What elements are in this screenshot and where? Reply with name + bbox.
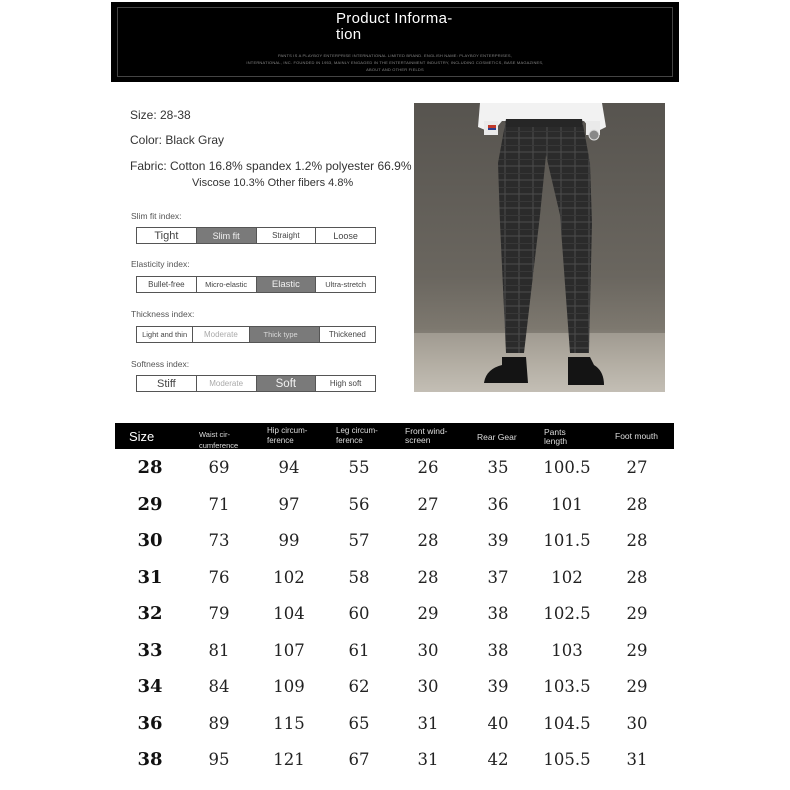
header-size: Size [129, 429, 155, 444]
table-row [115, 706, 674, 742]
thickness-index-label: Thickness index: [131, 309, 195, 319]
measurement-cell: 99 [278, 531, 300, 550]
table-row [115, 596, 674, 632]
slim-fit-option: Tight [137, 228, 197, 243]
measurement-cell: 31 [417, 750, 439, 769]
measurement-cell: 29 [626, 640, 648, 660]
measurement-cell: 107 [273, 640, 305, 660]
header-waist: Waist cir-cumference [199, 430, 239, 449]
size-cell: 34 [137, 676, 163, 697]
size-range: Size: 28-38 [130, 108, 191, 122]
measurement-cell: 38 [487, 640, 509, 660]
measurement-cell: 89 [208, 713, 230, 733]
measurement-cell: 56 [348, 494, 370, 514]
header-foot-mouth: Foot mouth [615, 431, 658, 441]
measurement-cell: 71 [208, 494, 230, 514]
table-row [115, 523, 674, 559]
measurement-cell: 60 [348, 604, 370, 623]
measurement-cell: 39 [487, 677, 509, 696]
table-row [115, 669, 674, 705]
table-row [115, 487, 674, 523]
size-table-header [115, 423, 674, 449]
measurement-cell: 73 [208, 531, 230, 550]
measurement-cell: 55 [348, 458, 370, 477]
size-cell: 29 [137, 493, 163, 515]
softness-index-scale [136, 375, 376, 392]
thickness-option-selected: Thick type [250, 327, 320, 342]
measurement-cell: 101 [551, 494, 583, 514]
measurement-cell: 30 [626, 713, 648, 733]
measurement-cell: 105.5 [543, 750, 591, 769]
measurement-cell: 37 [487, 567, 509, 587]
thickness-option: Light and thin [137, 327, 193, 342]
size-cell: 28 [137, 457, 163, 478]
measurement-cell: 102 [273, 567, 305, 587]
measurement-cell: 28 [626, 567, 648, 587]
size-cell: 32 [137, 603, 163, 624]
measurement-cell: 103 [551, 640, 583, 660]
measurement-cell: 35 [487, 458, 509, 477]
measurement-cell: 101.5 [543, 531, 591, 550]
measurement-cell: 94 [278, 458, 300, 477]
measurement-cell: 31 [417, 713, 439, 733]
measurement-cell: 121 [273, 750, 305, 769]
measurement-cell: 95 [208, 750, 230, 769]
measurement-cell: 29 [626, 604, 648, 623]
measurement-cell: 104 [273, 604, 305, 623]
softness-option: Stiff [137, 376, 197, 391]
banner-title-line2: tion [336, 26, 362, 43]
measurement-cell: 100.5 [543, 458, 591, 477]
measurement-cell: 27 [417, 494, 439, 514]
product-photo [414, 103, 665, 392]
size-cell: 30 [137, 530, 163, 551]
table-row [115, 633, 674, 669]
banner-title-line1: Product Informa- [336, 10, 453, 27]
table-row [115, 560, 674, 596]
measurement-cell: 38 [487, 604, 509, 623]
measurement-cell: 57 [348, 531, 370, 550]
measurement-cell: 62 [348, 677, 370, 696]
measurement-cell: 30 [417, 640, 439, 660]
measurement-cell: 26 [417, 458, 439, 477]
measurement-cell: 36 [487, 494, 509, 514]
measurement-cell: 30 [417, 677, 439, 696]
table-row [115, 450, 674, 486]
thickness-option: Thickened [328, 329, 366, 339]
elasticity-option: Ultra-stretch [325, 279, 367, 289]
measurement-cell: 28 [626, 531, 648, 550]
measurement-cell: 81 [208, 640, 230, 660]
banner-fine-print-1: PANTS IS A PLAYBOY ENTERPRISE INTERNATIONAL LIMITED BRAND. ENGLISH NAME: PLAYBOY ENTERPRISES, [277, 53, 513, 58]
elasticity-index-label: Elasticity index: [131, 259, 190, 269]
size-cell: 36 [137, 712, 163, 734]
fabric-info-line1: Fabric: Cotton 16.8% spandex 1.2% polyester 66.9% [130, 159, 412, 173]
measurement-cell: 42 [487, 750, 509, 769]
measurement-cell: 61 [348, 640, 370, 660]
color-info: Color: Black Gray [130, 133, 225, 147]
banner-title [336, 11, 496, 43]
measurement-cell: 28 [417, 567, 439, 587]
measurement-cell: 102 [551, 567, 583, 587]
measurement-cell: 69 [208, 458, 230, 477]
header-hip: Hip circum-ference [267, 426, 308, 445]
measurement-cell: 103.5 [543, 677, 591, 696]
header-banner [111, 2, 679, 82]
measurement-cell: 76 [208, 567, 230, 587]
softness-index-label: Softness index: [131, 359, 190, 369]
measurement-cell: 84 [208, 677, 230, 696]
softness-option-selected: Soft [257, 376, 317, 391]
header-rear-rise: Rear Gear [477, 432, 517, 442]
softness-option: Moderate [197, 376, 257, 391]
measurement-cell: 115 [273, 713, 305, 733]
measurement-cell: 67 [348, 750, 370, 769]
elasticity-option: Micro-elastic [197, 277, 257, 292]
header-pants-length: Pants length [544, 428, 568, 446]
measurement-cell: 104.5 [543, 713, 591, 733]
slim-fit-option-selected: Slim fit [197, 228, 257, 243]
elasticity-option-selected: Elastic [257, 277, 317, 292]
slim-fit-index-scale [136, 227, 376, 244]
measurement-cell: 31 [626, 750, 648, 769]
fabric-info-line2: Viscose 10.3% Other fibers 4.8% [192, 177, 354, 189]
table-row [115, 742, 674, 778]
measurement-cell: 109 [273, 677, 305, 696]
slim-fit-index-label: Slim fit index: [131, 211, 182, 221]
elasticity-option: Bullet-free [137, 277, 197, 292]
measurement-cell: 79 [208, 604, 230, 623]
size-cell: 38 [137, 749, 163, 770]
measurement-cell: 97 [278, 494, 300, 514]
measurement-cell: 40 [487, 713, 509, 733]
trousers-illustration [414, 103, 665, 392]
measurement-cell: 102.5 [543, 604, 591, 623]
header-leg: Leg circum-ference [336, 426, 378, 445]
measurement-cell: 39 [487, 531, 509, 550]
thickness-option: Moderate [193, 327, 249, 342]
size-cell: 33 [137, 639, 163, 661]
measurement-cell: 29 [626, 677, 648, 696]
measurement-cell: 28 [417, 531, 439, 550]
measurement-cell: 28 [626, 494, 648, 514]
thickness-index-scale [136, 326, 376, 343]
measurement-cell: 58 [348, 567, 370, 587]
softness-option: High soft [329, 378, 362, 388]
measurement-cell: 65 [348, 713, 370, 733]
banner-fine-print-3: ABOUT AND OTHER FIELDS [366, 67, 424, 72]
measurement-cell: 29 [417, 604, 439, 623]
slim-fit-option: Straight [257, 228, 317, 243]
elasticity-index-scale [136, 276, 376, 293]
slim-fit-option: Loose [333, 230, 358, 241]
size-cell: 31 [137, 566, 163, 588]
measurement-cell: 27 [626, 458, 648, 477]
header-front-rise: Front wind-screen [405, 427, 448, 445]
banner-fine-print-2: INTERNATIONAL, INC. FOUNDED IN 1953, MAINLY ENGAGED IN THE ENTERTAINMENT INDUSTRY, INCLUDING COSMETICS, BASE MAGAZINES, [246, 60, 544, 65]
